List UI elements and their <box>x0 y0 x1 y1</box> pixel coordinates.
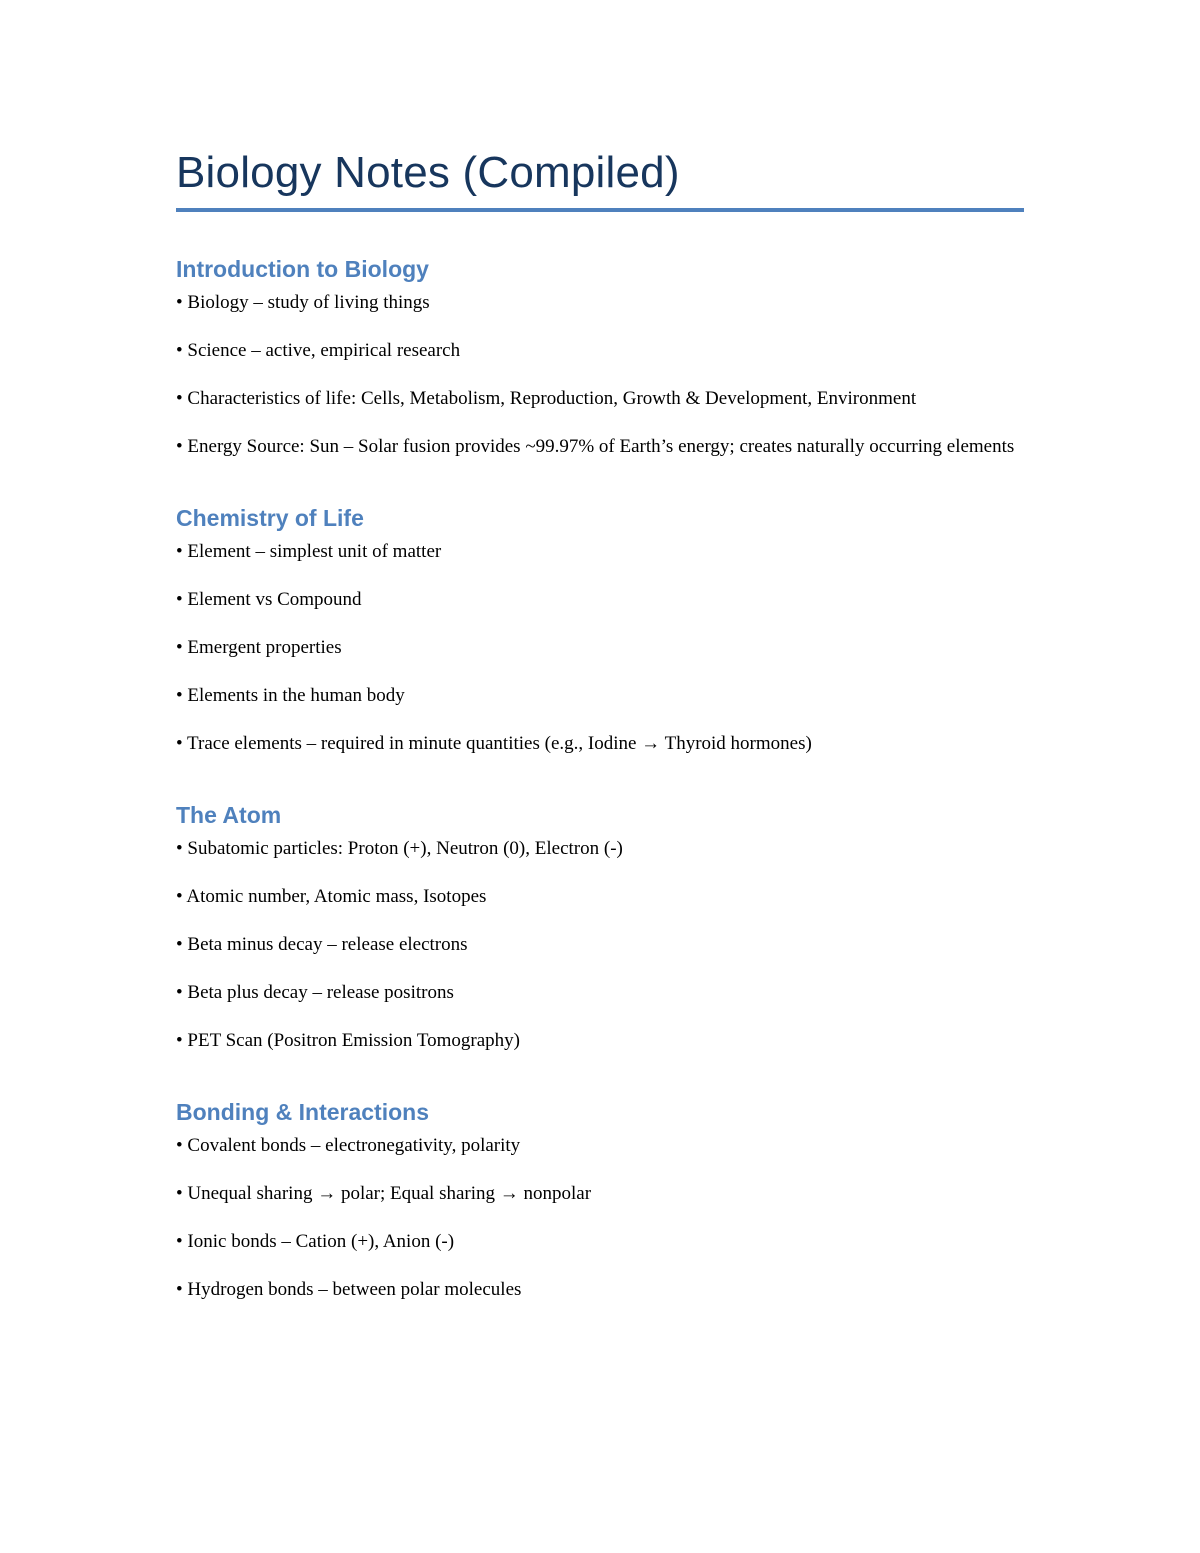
section-heading: Chemistry of Life <box>176 505 364 531</box>
list-item: • Ionic bonds – Cation (+), Anion (-) <box>176 1231 455 1252</box>
list-item: • Subatomic particles: Proton (+), Neutron (0), Electron (-) <box>176 838 623 859</box>
section-heading: Introduction to Biology <box>176 256 429 282</box>
list-item: • Elements in the human body <box>176 685 405 706</box>
section-heading: Bonding & Interactions <box>176 1099 429 1125</box>
section-heading: The Atom <box>176 802 282 828</box>
list-item: • Trace elements – required in minute quantities (e.g., Iodine → Thyroid hormones) <box>176 733 812 754</box>
list-item: • Atomic number, Atomic mass, Isotopes <box>176 886 487 907</box>
list-item: • Element vs Compound <box>176 589 362 610</box>
list-item: • Energy Source: Sun – Solar fusion provides ~99.97% of Earth’s energy; creates naturally occurring elements <box>176 436 1015 457</box>
section-chemistry-of-life <box>176 503 1024 758</box>
list-item: • PET Scan (Positron Emission Tomography) <box>176 1030 520 1051</box>
list-item: • Beta plus decay – release positrons <box>176 982 454 1003</box>
section-the-atom <box>176 800 1024 1055</box>
document-page <box>176 140 1024 1304</box>
list-item: • Covalent bonds – electronegativity, polarity <box>176 1135 521 1156</box>
section-introduction-to-biology <box>176 254 1024 461</box>
section-bonding-and-interactions <box>176 1097 1024 1304</box>
list-item: • Element – simplest unit of matter <box>176 541 442 562</box>
list-item: • Characteristics of life: Cells, Metabolism, Reproduction, Growth & Development, Environment <box>176 388 917 409</box>
title-underline-rule <box>176 208 1024 212</box>
list-item: • Hydrogen bonds – between polar molecules <box>176 1279 522 1300</box>
list-item: • Biology – study of living things <box>176 292 430 313</box>
list-item: • Science – active, empirical research <box>176 340 461 361</box>
document-title: Biology Notes (Compiled) <box>176 148 680 197</box>
list-item: • Unequal sharing → polar; Equal sharing → nonpolar <box>176 1183 592 1204</box>
list-item: • Beta minus decay – release electrons <box>176 934 468 955</box>
list-item: • Emergent properties <box>176 637 342 658</box>
